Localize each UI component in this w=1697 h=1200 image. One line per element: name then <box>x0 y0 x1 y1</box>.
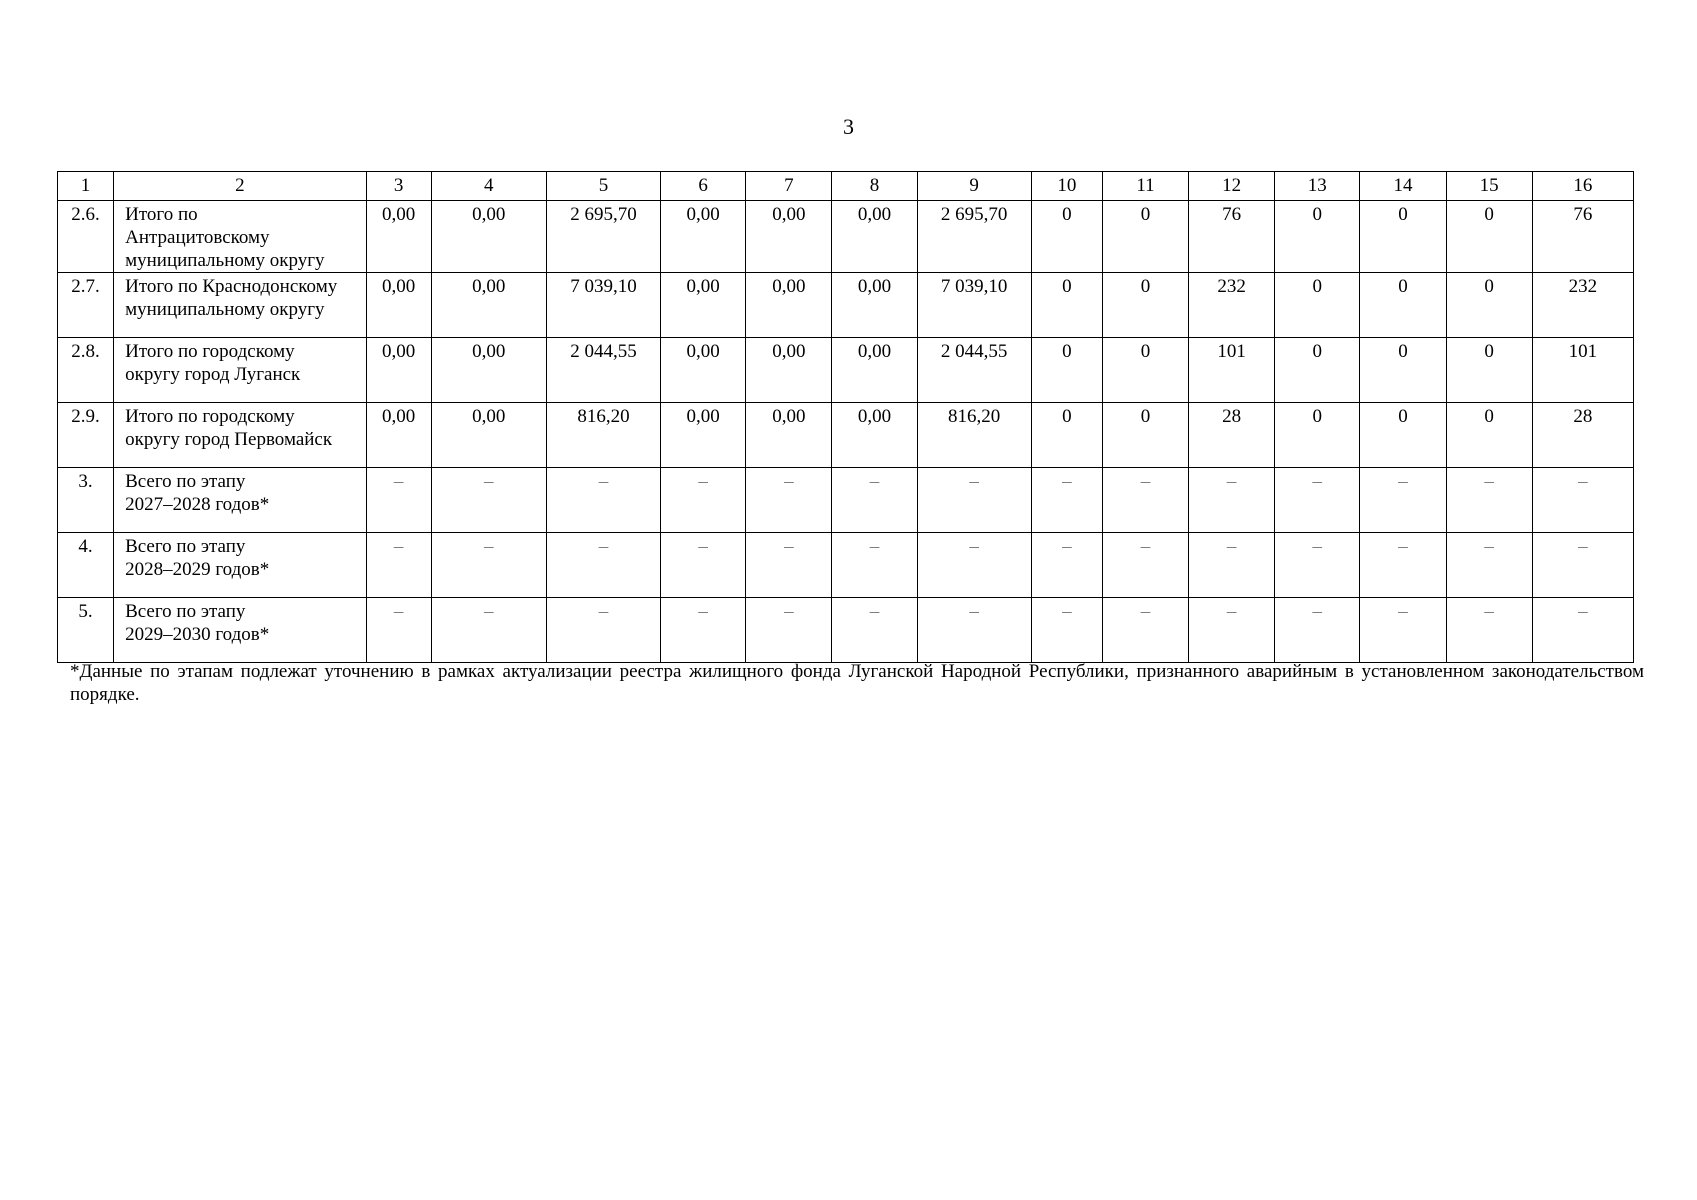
row-name-line: Всего по этапу <box>125 536 246 557</box>
column-header: 7 <box>746 172 832 201</box>
table-cell: 0 <box>1275 403 1360 468</box>
table-cell: – <box>1189 533 1275 598</box>
table-row <box>58 468 1634 533</box>
table-cell: 28 <box>1532 403 1633 468</box>
table-cell: 0,00 <box>832 338 917 403</box>
table-cell: 0,00 <box>431 273 546 338</box>
table-cell: – <box>546 468 660 533</box>
row-number: 2.7. <box>58 273 114 338</box>
row-number: 5. <box>58 598 114 663</box>
row-name-line: Итого по <box>125 204 198 225</box>
table-cell: – <box>1275 468 1360 533</box>
table-cell: 0,00 <box>832 273 917 338</box>
row-number: 2.8. <box>58 338 114 403</box>
table-cell: 0,00 <box>366 273 431 338</box>
table-cell: – <box>431 598 546 663</box>
table-cell: – <box>1360 468 1446 533</box>
column-header: 9 <box>917 172 1031 201</box>
column-header: 8 <box>832 172 917 201</box>
row-name-line: 2027–2028 годов* <box>125 494 270 515</box>
table-cell: – <box>832 533 917 598</box>
row-number: 3. <box>58 468 114 533</box>
column-header: 5 <box>546 172 660 201</box>
column-header: 4 <box>431 172 546 201</box>
column-header: 14 <box>1360 172 1446 201</box>
row-name-line: 2029–2030 годов* <box>125 624 270 645</box>
table-cell: – <box>366 468 431 533</box>
table-cell: – <box>1189 598 1275 663</box>
table-cell: 0 <box>1031 201 1102 273</box>
table-cell: 0 <box>1446 338 1532 403</box>
table-cell: 0,00 <box>366 403 431 468</box>
table-cell: 0,00 <box>661 338 746 403</box>
table-cell: 7 039,10 <box>917 273 1031 338</box>
row-name-line: Всего по этапу <box>125 601 246 622</box>
table-cell: 816,20 <box>917 403 1031 468</box>
row-name <box>114 273 366 338</box>
column-header: 16 <box>1532 172 1633 201</box>
row-name <box>114 598 366 663</box>
footnote: *Данные по этапам подлежат уточнению в рамках актуализации реестра жилищного фонда Луганской Народной Республики, признанного аварийным в установленном законодательством порядке. <box>70 661 1644 705</box>
table-cell: – <box>366 598 431 663</box>
column-header: 10 <box>1031 172 1102 201</box>
table-cell: – <box>546 533 660 598</box>
table-cell: – <box>366 533 431 598</box>
table-cell: – <box>431 468 546 533</box>
table-cell: – <box>1446 533 1532 598</box>
column-header: 15 <box>1446 172 1532 201</box>
table-cell: 0,00 <box>366 338 431 403</box>
table-row <box>58 403 1634 468</box>
table-cell: 0 <box>1275 273 1360 338</box>
table-row <box>58 338 1634 403</box>
row-number: 2.9. <box>58 403 114 468</box>
table-cell: – <box>917 533 1031 598</box>
table-cell: 0,00 <box>431 338 546 403</box>
table-cell: – <box>746 533 832 598</box>
table-cell: 76 <box>1189 201 1275 273</box>
column-header: 3 <box>366 172 431 201</box>
table-cell: 0,00 <box>746 338 832 403</box>
table-cell: – <box>431 533 546 598</box>
table-cell: – <box>832 598 917 663</box>
table-cell: – <box>746 598 832 663</box>
table-cell: – <box>1532 533 1633 598</box>
row-name-line: муниципальному округу <box>125 250 325 271</box>
table-cell: 0,00 <box>746 201 832 273</box>
table-cell: 0 <box>1360 201 1446 273</box>
row-name <box>114 468 366 533</box>
table-cell: – <box>661 533 746 598</box>
table-cell: 0 <box>1102 338 1188 403</box>
table-cell: 0 <box>1031 338 1102 403</box>
column-header: 6 <box>661 172 746 201</box>
table-cell: 816,20 <box>546 403 660 468</box>
table-cell: – <box>1031 598 1102 663</box>
table-cell: – <box>1532 598 1633 663</box>
row-name <box>114 338 366 403</box>
table-cell: 0,00 <box>366 201 431 273</box>
data-table <box>57 171 1634 663</box>
table-cell: – <box>1446 468 1532 533</box>
table-cell: 0 <box>1275 201 1360 273</box>
table-body <box>58 201 1634 663</box>
table-cell: 0 <box>1031 273 1102 338</box>
table-cell: 0,00 <box>431 403 546 468</box>
table-cell: 0 <box>1275 338 1360 403</box>
table-cell: 0 <box>1446 273 1532 338</box>
table-cell: – <box>1532 468 1633 533</box>
table-cell: 0 <box>1102 201 1188 273</box>
page-number: 3 <box>843 114 854 139</box>
table-cell: 0 <box>1102 403 1188 468</box>
table-cell: 0 <box>1031 403 1102 468</box>
table-cell: 0,00 <box>832 201 917 273</box>
table-cell: – <box>1275 533 1360 598</box>
column-number-row <box>58 172 1634 201</box>
table-cell: – <box>746 468 832 533</box>
row-name-line: Итого по городскому <box>125 341 295 362</box>
table-cell: 0 <box>1360 338 1446 403</box>
table-cell: – <box>1031 468 1102 533</box>
table-cell: 232 <box>1189 273 1275 338</box>
row-name <box>114 533 366 598</box>
column-header: 13 <box>1275 172 1360 201</box>
row-name-line: округу город Первомайск <box>125 429 333 450</box>
table-cell: 28 <box>1189 403 1275 468</box>
table-cell: 0,00 <box>431 201 546 273</box>
row-name-line: округу город Луганск <box>125 364 301 385</box>
table-cell: – <box>1102 468 1188 533</box>
table-cell: – <box>1189 468 1275 533</box>
column-header: 1 <box>58 172 114 201</box>
table-cell: – <box>1102 598 1188 663</box>
table-cell: 101 <box>1189 338 1275 403</box>
table-cell: 0 <box>1360 273 1446 338</box>
row-name-line: Всего по этапу <box>125 471 246 492</box>
row-name <box>114 403 366 468</box>
table-cell: 2 044,55 <box>917 338 1031 403</box>
table-cell: 232 <box>1532 273 1633 338</box>
table-row <box>58 201 1634 273</box>
row-name <box>114 201 366 273</box>
table-cell: 0,00 <box>746 403 832 468</box>
table-cell: – <box>661 468 746 533</box>
row-name-line: Итого по городскому <box>125 406 295 427</box>
table-cell: 2 695,70 <box>917 201 1031 273</box>
table-cell: – <box>1031 533 1102 598</box>
table-cell: 0,00 <box>832 403 917 468</box>
table-cell: 7 039,10 <box>546 273 660 338</box>
column-header: 12 <box>1189 172 1275 201</box>
table-row <box>58 533 1634 598</box>
table-cell: – <box>917 468 1031 533</box>
row-name-line: Итого по Краснодонскому <box>125 276 338 297</box>
table-cell: – <box>1275 598 1360 663</box>
table-cell: – <box>546 598 660 663</box>
table-cell: – <box>1360 598 1446 663</box>
table-cell: – <box>832 468 917 533</box>
table-cell: 2 044,55 <box>546 338 660 403</box>
table-cell: – <box>1360 533 1446 598</box>
row-name-line: 2028–2029 годов* <box>125 559 270 580</box>
row-number: 2.6. <box>58 201 114 273</box>
table-cell: 76 <box>1532 201 1633 273</box>
table-cell: 0 <box>1446 403 1532 468</box>
row-name-line: Антрацитовскому <box>125 227 270 248</box>
table-cell: – <box>917 598 1031 663</box>
table-row <box>58 598 1634 663</box>
table-cell: 0,00 <box>661 201 746 273</box>
table-cell: – <box>1102 533 1188 598</box>
table-cell: 0 <box>1102 273 1188 338</box>
table-cell: 0,00 <box>661 273 746 338</box>
table-cell: 0,00 <box>746 273 832 338</box>
row-number: 4. <box>58 533 114 598</box>
column-header: 2 <box>114 172 366 201</box>
table-cell: – <box>661 598 746 663</box>
row-name-line: муниципальному округу <box>125 299 325 320</box>
table-cell: 2 695,70 <box>546 201 660 273</box>
column-header: 11 <box>1102 172 1188 201</box>
table-cell: 0 <box>1446 201 1532 273</box>
table-row <box>58 273 1634 338</box>
table-cell: 0,00 <box>661 403 746 468</box>
table-cell: – <box>1446 598 1532 663</box>
table-cell: 101 <box>1532 338 1633 403</box>
table-cell: 0 <box>1360 403 1446 468</box>
